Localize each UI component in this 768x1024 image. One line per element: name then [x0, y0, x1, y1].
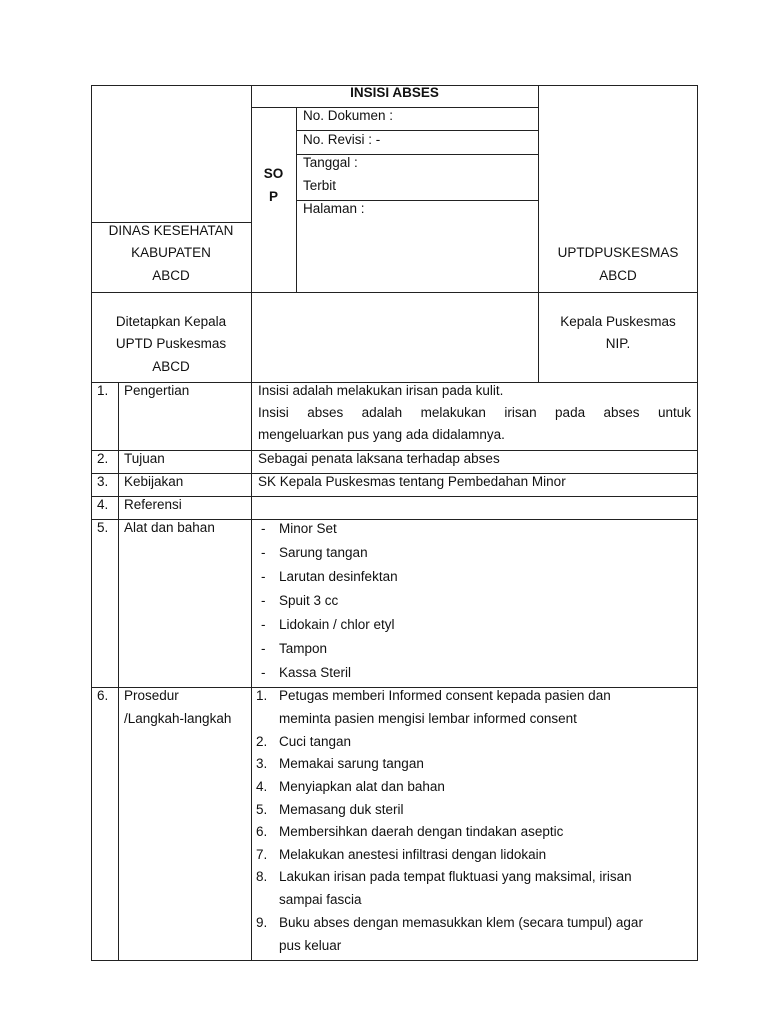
doc-number-label: No. Dokumen :: [303, 108, 394, 123]
list-bullet: -: [261, 665, 266, 680]
line-label-col: [251, 85, 252, 961]
line-header-bottom: [91, 292, 698, 293]
left-org-line3: ABCD: [152, 268, 190, 283]
step-number: 7.: [256, 847, 268, 862]
section-label: Referensi: [124, 497, 182, 512]
step-text: Menyiapkan alat dan bahan: [279, 779, 445, 794]
step-text: Lakukan irisan pada tempat fluktuasi yang maksimal, irisan: [279, 869, 632, 884]
date-label-line1: Tanggal :: [303, 155, 358, 170]
step-text: Petugas memberi Informed consent kepada pasien dan: [279, 688, 611, 703]
section-text: Sebagai penata laksana terhadap abses: [258, 451, 500, 466]
approval-left-line3: ABCD: [152, 359, 190, 374]
sop-label-line2: P: [268, 189, 278, 204]
sop-label-line1: SO: [263, 166, 284, 181]
section-number: 2.: [97, 451, 109, 466]
step-number: 2.: [256, 734, 268, 749]
line-num-col: [118, 382, 119, 961]
step-number: 8.: [256, 869, 268, 884]
list-item: Minor Set: [279, 521, 337, 536]
line-bottom: [91, 960, 698, 961]
list-item: Tampon: [279, 641, 328, 656]
section-label: Kebijakan: [124, 474, 184, 489]
approval-right-line1: Kepala Puskesmas: [560, 314, 676, 329]
revision-label: No. Revisi : -: [303, 132, 381, 147]
date-label-line2: Terbit: [303, 178, 337, 193]
line-right: [697, 85, 698, 961]
left-org-line2: KABUPATEN: [131, 245, 211, 260]
list-item: Spuit 3 cc: [279, 593, 339, 608]
step-number: 3.: [256, 756, 268, 771]
step-number: 6.: [256, 824, 268, 839]
section-number: 5.: [97, 520, 109, 535]
list-bullet: -: [261, 521, 266, 536]
step-text: Cuci tangan: [279, 734, 352, 749]
approval-right-line2: NIP.: [605, 336, 631, 351]
right-org-line1: UPTDPUSKESMAS: [557, 245, 679, 260]
step-text: Membersihkan daerah dengan tindakan aseptic: [279, 824, 564, 839]
definition-line2: Insisi abses adalah melakukan irisan pada abses untuk: [258, 405, 691, 420]
list-item: Kassa Steril: [279, 665, 352, 680]
section-label: Pengertian: [124, 383, 190, 398]
section-number: 6.: [97, 688, 109, 703]
list-bullet: -: [261, 641, 266, 656]
definition-line1: Insisi adalah melakukan irisan pada kulit.: [258, 383, 504, 398]
section-text: SK Kepala Puskesmas tentang Pembedahan Minor: [258, 474, 566, 489]
section-label-line2: /Langkah-langkah: [124, 711, 232, 726]
section-label: Tujuan: [124, 451, 165, 466]
section-number: 3.: [97, 474, 109, 489]
approval-left-line1: Ditetapkan Kepala: [115, 314, 227, 329]
step-text-continued: pus keluar: [279, 938, 342, 953]
definition-line3: mengeluarkan pus yang ada didalamnya.: [258, 427, 505, 442]
approval-left-line2: UPTD Puskesmas: [115, 336, 227, 351]
left-org-line1: DINAS KESEHATAN: [108, 223, 234, 238]
step-text: Melakukan anestesi infiltrasi dengan lidokain: [279, 847, 547, 862]
line-title-bottom: [251, 107, 538, 108]
list-item: Sarung tangan: [279, 545, 368, 560]
list-bullet: -: [261, 617, 266, 632]
section-label: Alat dan bahan: [124, 520, 215, 535]
section-number: 4.: [97, 497, 109, 512]
list-bullet: -: [261, 569, 266, 584]
page-label: Halaman :: [303, 201, 365, 216]
step-text-continued: meminta pasien mengisi lembar informed consent: [279, 711, 577, 726]
step-number: 9.: [256, 915, 268, 930]
step-text-continued: sampai fascia: [279, 892, 362, 907]
document-title: INSISI ABSES: [350, 85, 439, 100]
step-number: 5.: [256, 802, 268, 817]
section-number: 1.: [97, 383, 109, 398]
list-bullet: -: [261, 593, 266, 608]
line-left: [91, 85, 92, 961]
list-item: Lidokain / chlor etyl: [279, 617, 395, 632]
line-s3-bottom: [91, 496, 698, 497]
section-label-line1: Prosedur: [124, 688, 179, 703]
step-text: Memasang duk steril: [279, 802, 404, 817]
step-text: Memakai sarung tangan: [279, 756, 424, 771]
step-text: Buku abses dengan memasukkan klem (secara tumpul) agar: [279, 915, 643, 930]
step-number: 1.: [256, 688, 268, 703]
list-bullet: -: [261, 545, 266, 560]
step-number: 4.: [256, 779, 268, 794]
right-org-line2: ABCD: [599, 268, 637, 283]
line-sop-col: [296, 107, 297, 293]
list-item: Larutan desinfektan: [279, 569, 398, 584]
